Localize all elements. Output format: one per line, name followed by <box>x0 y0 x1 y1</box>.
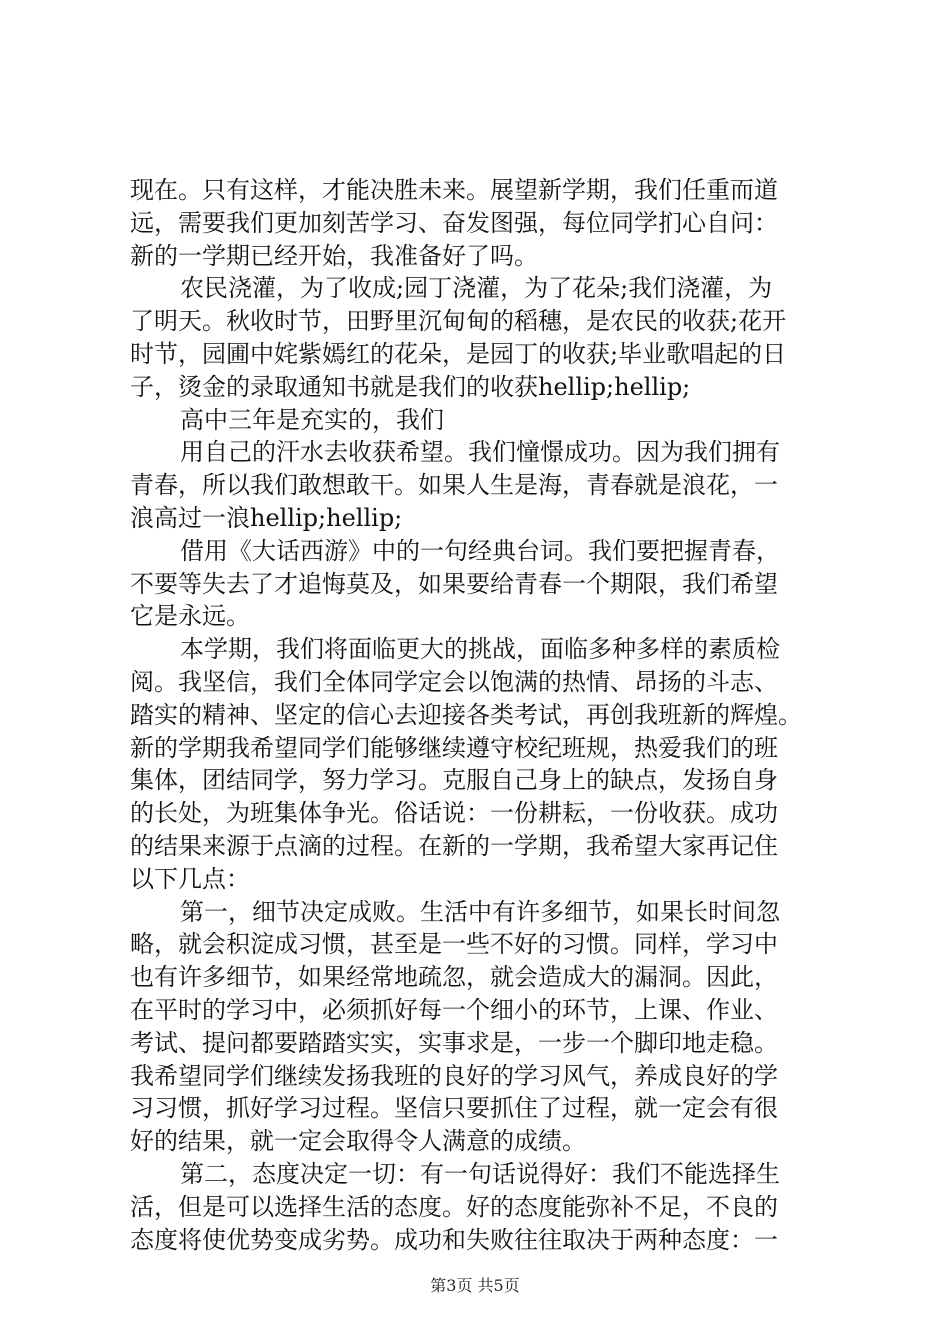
text-line: 阅。我坚信，我们全体同学定会以饱满的热情、昂扬的斗志、 <box>130 667 778 696</box>
text-line: 的结果来源于点滴的过程。在新的一学期，我希望大家再记住 <box>130 831 778 860</box>
text-line: 以下几点： <box>130 864 250 893</box>
text-line: 本学期，我们将面临更大的挑战，面临多种多样的素质检 <box>180 635 780 664</box>
text-line: 考试、提问都要踏踏实实，实事求是，一步一个脚印地走稳。 <box>130 1028 778 1057</box>
text-line: 新的学期我希望同学们能够继续遵守校纪班规，热爱我们的班 <box>130 733 778 762</box>
text-line: 第二，态度决定一切：有一句话说得好：我们不能选择生 <box>180 1159 780 1188</box>
text-line: 我希望同学们继续发扬我班的良好的学习风气，养成良好的学 <box>130 1061 778 1090</box>
text-line: 不要等失去了才追悔莫及，如果要给青春一个期限，我们希望 <box>130 569 778 598</box>
text-line: 也有许多细节，如果经常地疏忽，就会造成大的漏洞。因此， <box>130 963 778 992</box>
page-footer: 第3页 共5页 <box>430 1276 520 1295</box>
text-line: 好的结果，就一定会取得令人满意的成绩。 <box>130 1127 586 1156</box>
text-line: 子，烫金的录取通知书就是我们的收获hellip;hellip; <box>130 372 691 401</box>
document-body <box>130 174 854 1256</box>
text-line: 态度将使优势变成劣势。成功和失败往往取决于两种态度：一 <box>130 1225 778 1254</box>
text-line: 第一，细节决定成败。生活中有许多细节，如果长时间忽 <box>180 897 780 926</box>
text-line: 青春，所以我们敢想敢干。如果人生是海，青春就是浪花，一 <box>130 471 778 500</box>
text-line: 借用《大话西游》中的一句经典台词。我们要把握青春， <box>180 536 780 565</box>
text-line: 用自己的汗水去收获希望。我们憧憬成功。因为我们拥有 <box>180 438 780 467</box>
text-line: 活，但是可以选择生活的态度。好的态度能弥补不足，不良的 <box>130 1192 778 1221</box>
text-line: 集体，团结同学，努力学习。克服自己身上的缺点，发扬自身 <box>130 766 778 795</box>
text-line: 远，需要我们更加刻苦学习、奋发图强，每位同学扪心自问： <box>130 208 778 237</box>
text-line: 略，就会积淀成习惯，甚至是一些不好的习惯。同样，学习中 <box>130 930 778 959</box>
text-line: 在平时的学习中，必须抓好每一个细小的环节，上课、作业、 <box>130 995 778 1024</box>
text-line: 的长处，为班集体争光。俗话说：一份耕耘，一份收获。成功 <box>130 799 778 828</box>
text-line: 高中三年是充实的，我们 <box>180 405 444 434</box>
text-line: 时节，园圃中姹紫嫣红的花朵，是园丁的收获;毕业歌唱起的日 <box>130 339 787 368</box>
text-line: 新的一学期已经开始，我准备好了吗。 <box>130 241 538 270</box>
text-line: 习习惯，抓好学习过程。坚信只要抓住了过程，就一定会有很 <box>130 1094 778 1123</box>
text-line: 踏实的精神、坚定的信心去迎接各类考试，再创我班新的辉煌。 <box>130 700 802 729</box>
text-line: 现在。只有这样，才能决胜未来。展望新学期，我们任重而道 <box>130 176 778 204</box>
text-line: 了明天。秋收时节，田野里沉甸甸的稻穗，是农民的收获;花开 <box>130 307 787 336</box>
text-line: 浪高过一浪hellip;hellip; <box>130 503 403 532</box>
text-line: 农民浇灌，为了收成;园丁浇灌，为了花朵;我们浇灌，为 <box>180 274 773 303</box>
text-line: 它是永远。 <box>130 602 250 631</box>
